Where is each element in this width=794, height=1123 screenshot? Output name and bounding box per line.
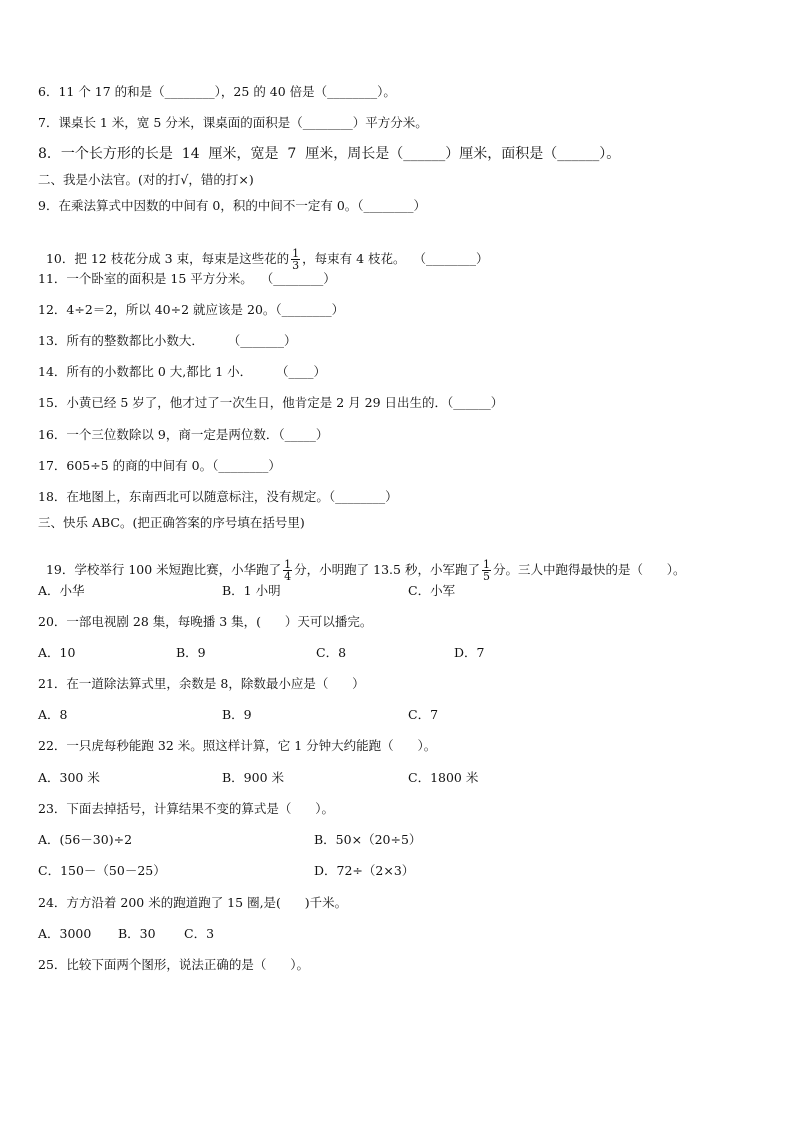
q20-option-a: A．10 <box>38 645 76 660</box>
q21-option-c: C．7 <box>408 707 439 722</box>
question-25: 25．比较下面两个图形，说法正确的是（ ）。 <box>38 957 309 972</box>
question-21: 21．在一道除法算式里，余数是 8，除数最小应是（ ） <box>38 676 365 691</box>
question-15: 15．小黄已经 5 岁了，他才过了一次生日，他肯定是 2 月 29 日出生的．（______） <box>38 395 504 410</box>
q19-option-a: A．小华 <box>38 583 85 598</box>
fraction-numerator: 1 <box>284 558 292 571</box>
q23-option-d: D．72÷（2×3） <box>314 863 415 878</box>
question-16: 16．一个三位数除以 9，商一定是两位数．（_____） <box>38 427 329 442</box>
fraction-denominator: 5 <box>482 570 490 583</box>
q21-option-a: A．8 <box>38 707 68 722</box>
question-10 <box>38 232 488 271</box>
question-20: 20．一部电视剧 28 集，每晚播 3 集，( ）天可以播完。 <box>38 614 373 629</box>
fraction-one-fifth <box>482 559 491 582</box>
fraction-one-quarter <box>283 559 292 582</box>
question-13: 13．所有的整数都比小数大． （_______） <box>38 333 297 348</box>
q23-option-c: C．150－（50－25） <box>38 863 166 878</box>
q19-text-b: 分，小明跑了 13.5 秒，小军跑了 <box>294 562 480 577</box>
q19-text-c: 分。三人中跑得最快的是（ ）。 <box>492 562 686 577</box>
question-23: 23．下面去掉括号，计算结果不变的算式是（ ）。 <box>38 801 334 816</box>
section-3-heading: 三、快乐 ABC。(把正确答案的序号填在括号里) <box>38 515 305 530</box>
question-12: 12．4÷2＝2，所以 40÷2 就应该是 20。（________） <box>38 302 345 317</box>
question-24: 24．方方沿着 200 米的跑道跑了 15 圈,是( )千米。 <box>38 895 348 910</box>
q23-option-a: A．(56－30)÷2 <box>38 832 133 847</box>
question-11: 11．一个卧室的面积是 15 平方分米。 （________） <box>38 271 336 286</box>
fraction-numerator: 1 <box>482 558 490 571</box>
q24-option-a: A．3000 <box>38 926 92 941</box>
section-2-heading: 二、我是小法官。(对的打√，错的打×) <box>38 172 254 187</box>
fraction-numerator: 1 <box>292 247 300 260</box>
question-18: 18．在地图上，东南西北可以随意标注，没有规定。（________） <box>38 489 398 504</box>
fraction-one-third <box>291 248 300 271</box>
q20-option-d: D．7 <box>454 645 485 660</box>
q10-text-after: ，每束有 4 枝花。 （________） <box>302 251 489 266</box>
question-9: 9．在乘法算式中因数的中间有 0，积的中间不一定有 0。（________） <box>38 198 427 213</box>
question-22: 22．一只虎每秒能跑 32 米。照这样计算，它 1 分钟大约能跑（ ）。 <box>38 738 437 753</box>
q22-option-a: A．300 米 <box>38 770 100 785</box>
fraction-denominator: 4 <box>284 570 292 583</box>
q20-option-c: C．8 <box>316 645 347 660</box>
q24-option-b: B．30 <box>118 926 156 941</box>
question-6: 6．11 个 17 的和是（________），25 的 40 倍是（________）。 <box>38 84 396 99</box>
q21-option-b: B．9 <box>222 707 252 722</box>
question-17: 17．605÷5 的商的中间有 0。（________） <box>38 458 281 473</box>
q20-option-b: B．9 <box>176 645 206 660</box>
q19-text-a: 19．学校举行 100 米短跑比赛，小华跑了 <box>45 562 282 577</box>
q19-option-b: B．1 小明 <box>222 583 281 598</box>
q22-option-c: C．1800 米 <box>408 770 479 785</box>
question-19 <box>38 543 686 582</box>
fraction-denominator: 3 <box>292 259 300 272</box>
q19-option-c: C．小军 <box>408 583 456 598</box>
q23-option-b: B．50×（20÷5） <box>314 832 422 847</box>
q24-option-c: C．3 <box>184 926 215 941</box>
q10-text-before: 10．把 12 枝花分成 3 束，每束是这些花的 <box>45 251 290 266</box>
question-7: 7．课桌长 1 米，宽 5 分米，课桌面的面积是（________）平方分米。 <box>38 115 428 130</box>
question-14: 14．所有的小数都比 0 大,都比 1 小． （____） <box>38 364 327 379</box>
q22-option-b: B．900 米 <box>222 770 285 785</box>
question-8: 8．一个长方形的长是 14 厘米，宽是 7 厘米，周长是（______）厘米，面积是（______）。 <box>38 146 621 162</box>
